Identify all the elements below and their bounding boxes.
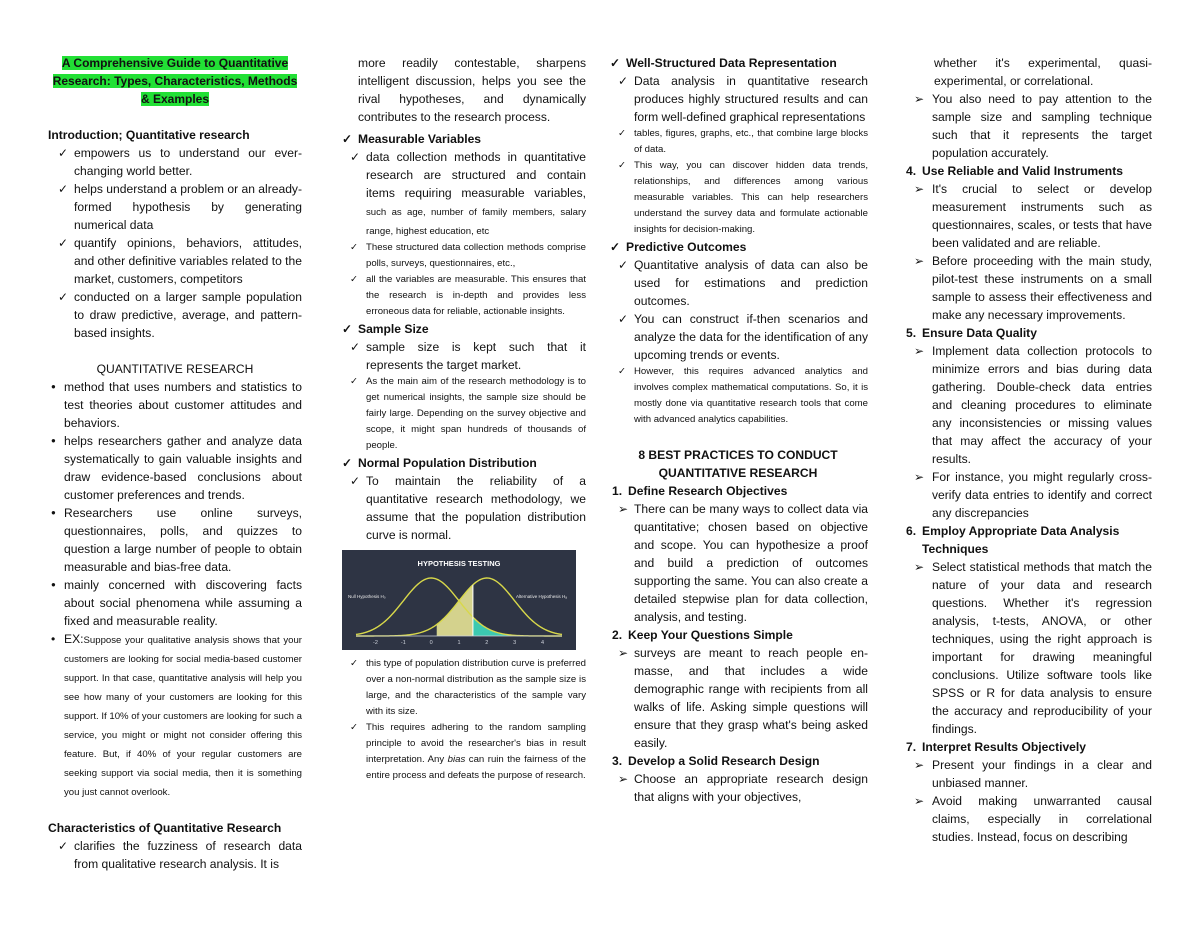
arrow-icon: ➢ (914, 344, 925, 358)
column-2 (340, 54, 586, 784)
check-icon: ✓ (350, 274, 359, 285)
practice-4-heading: 4. Use Reliable and Valid Instruments (906, 164, 1123, 178)
list-item: ✓ Quantitative analysis of data can also be used for estimations and prediction outcomes. (618, 258, 868, 308)
list-item: ➢ Select statistical methods that match the nature of your data and research questions. Whether it's regression analysis, t-tests, ANOVA, or other techniques, using the right approach is important for drawing meaningful conclusions. Utilize software tools like SPSS or R for data analysis to ensure the accuracy and reproducibility of your findings. (914, 560, 1152, 736)
list-item: ✓ As the main aim of the research methodology is to get numerical insights, the sample size should be fairly large. Depending on the survey objective and scope, it might span hundreds of thousands of people. (350, 376, 586, 451)
check-icon: ✓ (58, 839, 69, 853)
practice-2-heading: 2. Keep Your Questions Simple (612, 628, 793, 642)
hypothesis-testing-chart (342, 550, 576, 650)
list-item: ✓ sample size is kept such that it represents the target market. (350, 340, 586, 372)
list-item: ➢ It's crucial to select or develop measurement instruments such as questionnaires, scales, or tests that have been validated and are reliable. (914, 182, 1152, 250)
check-icon: ✓ (350, 150, 361, 164)
check-icon: ✓ (58, 290, 69, 304)
x-tick-label: 0 (429, 640, 433, 646)
x-tick-label: 4 (540, 640, 545, 646)
list-item: ● helps researchers gather and analyze data systematically to gain valuable insights and draw evidence-based conclusions about customer preferences and trends. (51, 434, 302, 502)
x-tick-label: -2 (373, 640, 378, 646)
list-item: ➢ Implement data collection protocols to minimize errors and bias during data gathering. Double-check data entries and cleaning procedures to eliminate any inconsistencies or missing values that may affect the accuracy of your results. (914, 344, 1152, 466)
arrow-icon: ➢ (914, 560, 925, 574)
arrow-icon: ➢ (914, 758, 925, 772)
check-icon: ✓ (350, 376, 359, 387)
list-item: ✓ Data analysis in quantitative research produces highly structured results and can form well-defined graphical representations (618, 74, 868, 124)
practice-6-heading: 6. Employ Appropriate Data Analysis Techniques (906, 524, 1120, 556)
legend-alternative: Alternative Hypothesis Hₐ (516, 594, 567, 599)
list-item: ➢ Avoid making unwarranted causal claims, especially in correlational studies. Instead, focus on describing (914, 794, 1152, 844)
arrow-icon: ➢ (914, 254, 925, 268)
best-practices-heading: 8 BEST PRACTICES TO CONDUCT QUANTITATIVE RESEARCH (638, 448, 838, 480)
practice-5-heading: 5. Ensure Data Quality (906, 326, 1037, 340)
list-item: ➢ You also need to pay attention to the sample size and sampling technique such that it represents the target population accurately. (914, 92, 1152, 160)
arrow-icon: ➢ (618, 646, 629, 660)
measurable-heading: ✓ Measurable Variables (342, 132, 482, 146)
list-item: ● Researchers use online surveys, questionnaires, polls, and quizzes to question a large number of people to obtain measurable and bias-free data. (51, 506, 302, 574)
practice-3-heading: 3. Develop a Solid Research Design (612, 754, 820, 768)
check-icon: ✓ (618, 258, 629, 272)
x-tick-label: -1 (400, 640, 406, 646)
x-tick-label: 1 (457, 640, 461, 646)
chart-title: HYPOTHESIS TESTING (417, 559, 501, 568)
bullet-icon: ● (51, 382, 56, 391)
list-item: ✓ data collection methods in quantitative research are structured and contain items requiring measurable variables, such as age, number of family members, salary range, highest education, etc (350, 150, 586, 237)
check-icon: ✓ (610, 56, 621, 70)
check-icon: ✓ (350, 474, 361, 488)
check-icon: ✓ (342, 132, 353, 146)
check-icon: ✓ (618, 74, 629, 88)
well-structured-heading: ✓ Well-Structured Data Representation (610, 56, 837, 70)
list-item: ● method that uses numbers and statistics to test theories about customer attitudes and behaviors. (51, 380, 302, 430)
check-icon: ✓ (618, 366, 627, 377)
check-icon: ✓ (618, 128, 627, 139)
arrow-icon: ➢ (618, 502, 629, 516)
list-item: ✓ This requires adhering to the random sampling principle to avoid the researcher's bias in result interpretation. Any bias can ruin the fairness of the entire process and defeats the purpose of research. (350, 722, 586, 781)
arrow-icon: ➢ (618, 772, 629, 786)
bullet-icon: ● (51, 436, 56, 445)
check-icon: ✓ (58, 236, 69, 250)
list-item: ✓ quantify opinions, behaviors, attitudes, and other definitive variables related to the market, customers, competitors (58, 236, 302, 286)
example-paragraph: • EX:Suppose your qualitative analysis shows that your customers are looking for social media-based customer support. In that case, quantitative analysis will help you see how many of your customers are looking for this support. If 10% of your customers are looking for such a service, you might or might not consider offering this feature. But, if 40% of your regular customers are seeking support via social media, then it is something you just cannot overlook. (51, 632, 302, 798)
list-item: ➢ For instance, you might regularly cross-verify data entries to identify and correct any discrepancies (914, 470, 1152, 520)
bullet-icon: • (51, 632, 56, 646)
paragraph-continued: whether it's experimental, quasi-experimental, or correlational. (934, 56, 1152, 88)
list-item: ✓ To maintain the reliability of a quantitative research methodology, we assume that the population distribution curve is normal. (350, 474, 586, 542)
list-item: ✓ conducted on a larger sample population to draw predictive, average, and pattern-based insights. (58, 290, 302, 340)
list-item: ✓ helps understand a problem or an already-formed hypothesis by generating numerical data (58, 182, 302, 232)
intro-heading: Introduction; Quantitative research (48, 128, 250, 142)
qr-heading: QUANTITATIVE RESEARCH (96, 362, 254, 376)
normal-distribution-heading: ✓ Normal Population Distribution (342, 456, 537, 470)
check-icon: ✓ (342, 456, 353, 470)
list-item: ✓ However, this requires advanced analytics and involves complex mathematical computations. So, it is mostly done via quantitative research tools that come with advanced analytics capabilities. (618, 366, 868, 425)
x-tick-label: 2 (485, 640, 489, 646)
practice-7-heading: 7. Interpret Results Objectively (906, 740, 1086, 754)
document-title: A Comprehensive Guide to Quantitative Research: Types, Characteristics, Methods & Examples (52, 56, 298, 106)
list-item: ✓ These structured data collection methods comprise polls, surveys, questionnaires, etc., (350, 242, 586, 269)
bullet-icon: ● (51, 580, 56, 589)
check-icon: ✓ (58, 146, 69, 160)
check-icon: ✓ (350, 658, 359, 669)
paragraph-continued: more readily contestable, sharpens intelligent discussion, helps you see the rival hypotheses, and dynamically contributes to the research process. (358, 56, 586, 124)
list-item: ➢ Before proceeding with the main study, pilot-test these instruments on a small sample to assess their effectiveness and make any necessary improvements. (914, 254, 1152, 322)
column-4 (902, 54, 1152, 846)
sample-size-heading: ✓ Sample Size (342, 322, 429, 336)
list-item: ● mainly concerned with discovering facts about social phenomena while assuming a fixed and measurable reality. (51, 578, 302, 628)
list-item: ✓ clarifies the fuzziness of research data from qualitative research analysis. It is (58, 839, 302, 871)
check-icon: ✓ (350, 242, 359, 253)
list-item: ✓ all the variables are measurable. This ensures that the research is in-depth and provides less erroneous data for reliable, actionable insights. (350, 274, 586, 317)
check-icon: ✓ (58, 182, 69, 196)
list-item: ➢ There can be many ways to collect data via quantitative; chosen based on objective and scope. You can hypothesize a proof and build a prediction of outcomes supporting the same. You can also create a detailed stepwise plan for data collection, analysis, and testing. (618, 502, 868, 624)
check-icon: ✓ (350, 722, 359, 733)
list-item: ✓ tables, figures, graphs, etc., that combine large blocks of data. (618, 128, 868, 155)
predictive-heading: ✓ Predictive Outcomes (610, 240, 747, 254)
list-item: ➢ surveys are meant to reach people en-masse, and that includes a wide demographic range with recipients from all walks of life. Asking simple questions will ensure that they grasp what's being asked easily. (618, 646, 868, 750)
legend-null: Null Hypothesis H₀ (348, 594, 386, 599)
list-item: ✓ This way, you can discover hidden data trends, relationships, and differences among various measurable variables. This can help researchers understand the survey data and formulate actionable insights for decision-making. (618, 160, 868, 235)
list-item: ✓ empowers us to understand our ever-changing world better. (58, 146, 302, 178)
check-icon: ✓ (610, 240, 621, 254)
bullet-icon: ● (51, 508, 56, 517)
chart-svg (342, 550, 576, 650)
arrow-icon: ➢ (914, 470, 925, 484)
check-icon: ✓ (618, 312, 629, 326)
list-item: ✓ You can construct if-then scenarios and analyze the data for the identification of any upcoming trends or events. (618, 312, 868, 362)
arrow-icon: ➢ (914, 182, 925, 196)
arrow-icon: ➢ (914, 92, 925, 106)
column-3 (608, 54, 868, 806)
characteristics-heading: Characteristics of Quantitative Research (48, 821, 282, 835)
x-tick-label: 3 (513, 640, 517, 646)
check-icon: ✓ (350, 340, 361, 354)
list-item: ➢ Choose an appropriate research design that aligns with your objectives, (618, 772, 868, 804)
list-item: ✓ this type of population distribution curve is preferred over a non-normal distribution as the sample size is large, and the characteristics of the sample vary with its size. (350, 658, 586, 717)
check-icon: ✓ (618, 160, 627, 171)
practice-1-heading: 1. Define Research Objectives (612, 484, 788, 498)
check-icon: ✓ (342, 322, 353, 336)
list-item: ➢ Present your findings in a clear and unbiased manner. (914, 758, 1152, 790)
arrow-icon: ➢ (914, 794, 925, 808)
column-1 (48, 54, 302, 873)
